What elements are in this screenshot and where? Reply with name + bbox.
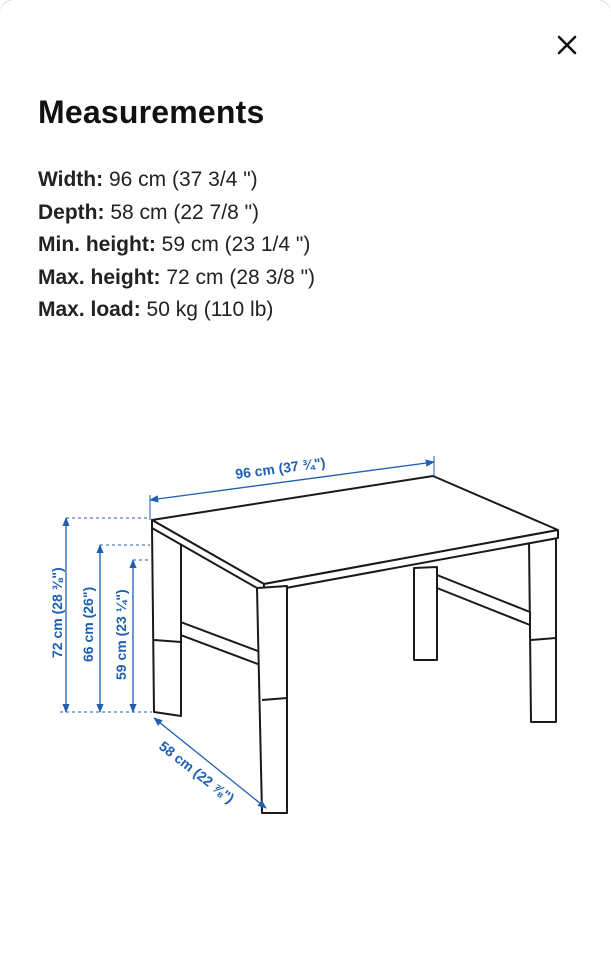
spec-label: Depth: — [38, 200, 105, 224]
desk-outline — [152, 476, 558, 813]
spec-value: 50 kg (110 lb) — [146, 298, 274, 322]
close-icon — [556, 34, 578, 56]
spec-value: 59 cm (23 1/4 ") — [161, 233, 311, 257]
spec-label: Max. load: — [38, 298, 141, 322]
mid-height-label: 66 cm (26") — [80, 586, 96, 662]
depth-dimension — [154, 718, 266, 808]
spec-value: 96 cm (37 3/4 ") — [108, 168, 258, 191]
height-dimensions — [49, 518, 152, 712]
measurements-list — [38, 164, 315, 327]
spec-min-height — [38, 229, 315, 262]
spec-max-height — [38, 262, 315, 295]
max-height-label: 72 cm (28 ⅜") — [49, 567, 65, 658]
spec-depth — [38, 197, 315, 230]
depth-dimension-label: 58 cm (22 ⅞") — [156, 737, 238, 807]
min-height-label: 59 cm (23 ¼") — [113, 589, 129, 680]
spec-label: Min. height: — [38, 233, 156, 257]
spec-label: Width: — [38, 168, 104, 191]
spec-max-load — [38, 294, 315, 327]
close-button[interactable] — [548, 26, 586, 64]
width-dimension-label: 96 cm (37 ¾") — [234, 454, 327, 482]
desk-dimension-diagram — [0, 440, 611, 860]
desk-drawing — [0, 440, 611, 860]
page-title: Measurements — [38, 94, 265, 130]
spec-width — [38, 164, 315, 197]
spec-value: 72 cm (28 3/8 ") — [166, 265, 316, 289]
spec-label: Max. height: — [38, 265, 161, 289]
spec-value: 58 cm (22 7/8 ") — [110, 200, 260, 224]
